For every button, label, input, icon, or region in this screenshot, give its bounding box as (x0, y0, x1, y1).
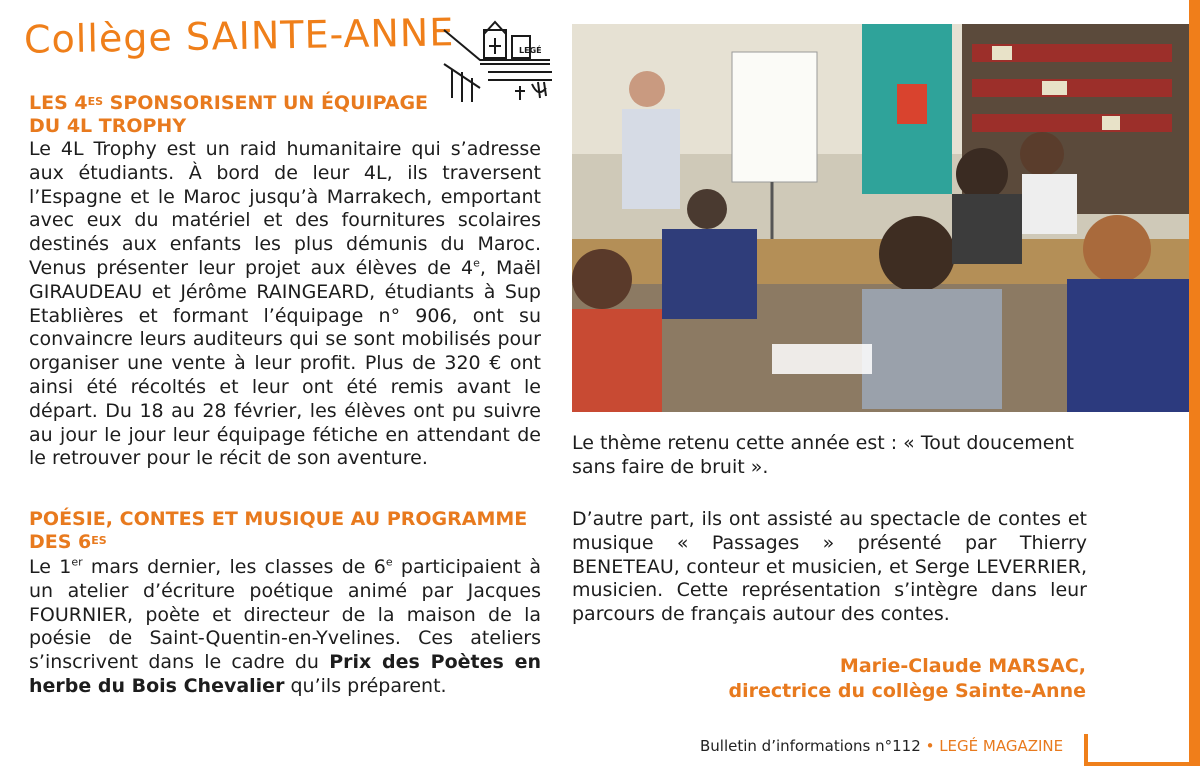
spectacle-paragraph: D’autre part, ils ont assisté au spectacle de contes et musique « Passages » présenté par Thierry BENETEAU, conteur et musicien, et Serge LEVERRIER, musicien. Cette représentation s’intègre dans leur parcours de français autour des contes. (572, 508, 1087, 626)
signature (729, 654, 1086, 704)
article1-body: Le 4L Trophy est un raid humanitaire qui s’adresse aux étudiants. À bord de leur 4L, ils traversent l’Espagne et le Maroc jusqu’à Marrakech, emportant avec eux du matériel et des fournitures scolaires destinés aux enfants les plus démunis du Maroc. Venus présenter leur projet aux élèves de 4e, Maël GIRAUDEAU et Jérôme RAINGEARD, étudiants à Sup Etablières et formant l’équipage n° 906, ont su convaincre leurs auditeurs qui se sont mobilisés pour organiser une vente à leur profit. Plus de 320 € ont ainsi été récoltés et leur ont été remis avant le départ. Du 18 au 28 février, les élèves ont pu suivre au jour le jour leur équipage fétiche en attendant de le retrouver pour le récit de son aventure. (29, 138, 541, 470)
signature-role: directrice du collège Sainte-Anne (728, 680, 1086, 702)
article2-body: Le 1er mars dernier, les classes de 6e participaient à un atelier d’écriture poétique animé par Jacques FOURNIER, poète et directeur de la maison de la poésie de Saint-Quentin-en-Yvelines. Ces ateliers s’inscrivent dans le cadre du Prix des Poètes en herbe du Bois Chevalier qu’ils préparent. (29, 555, 541, 697)
footer-separator: • (925, 737, 935, 755)
page-edge-bar (1189, 0, 1200, 766)
theme-paragraph: Le thème retenu cette année est : « Tout doucement sans faire de bruit ». (572, 432, 1074, 478)
bulletin-label: Bulletin d’informations n°112 (700, 737, 921, 755)
footer-corner-horizontal (1084, 762, 1200, 766)
svg-text:LEGÉ: LEGÉ (519, 46, 542, 55)
classroom-photo (572, 24, 1189, 412)
page-title: Collège SAINTE-ANNE (23, 10, 455, 62)
article1-heading: LES $4^{ES}$ SPONSORISENT UN ÉQUIPAGE DU 4L TROPHY (29, 92, 429, 137)
signature-name: Marie-Claude MARSAC, (839, 655, 1086, 677)
prix-poetes-title: Prix des Poètes en herbe du Bois Chevalier (29, 651, 541, 697)
footer (700, 737, 1063, 755)
article2-heading: POÉSIE, CONTES ET MUSIQUE AU PROGRAMME DES $6^{ES}$ (29, 508, 528, 553)
college-logo-icon (440, 20, 558, 104)
magazine-name: LEGÉ MAGAZINE (939, 737, 1064, 755)
